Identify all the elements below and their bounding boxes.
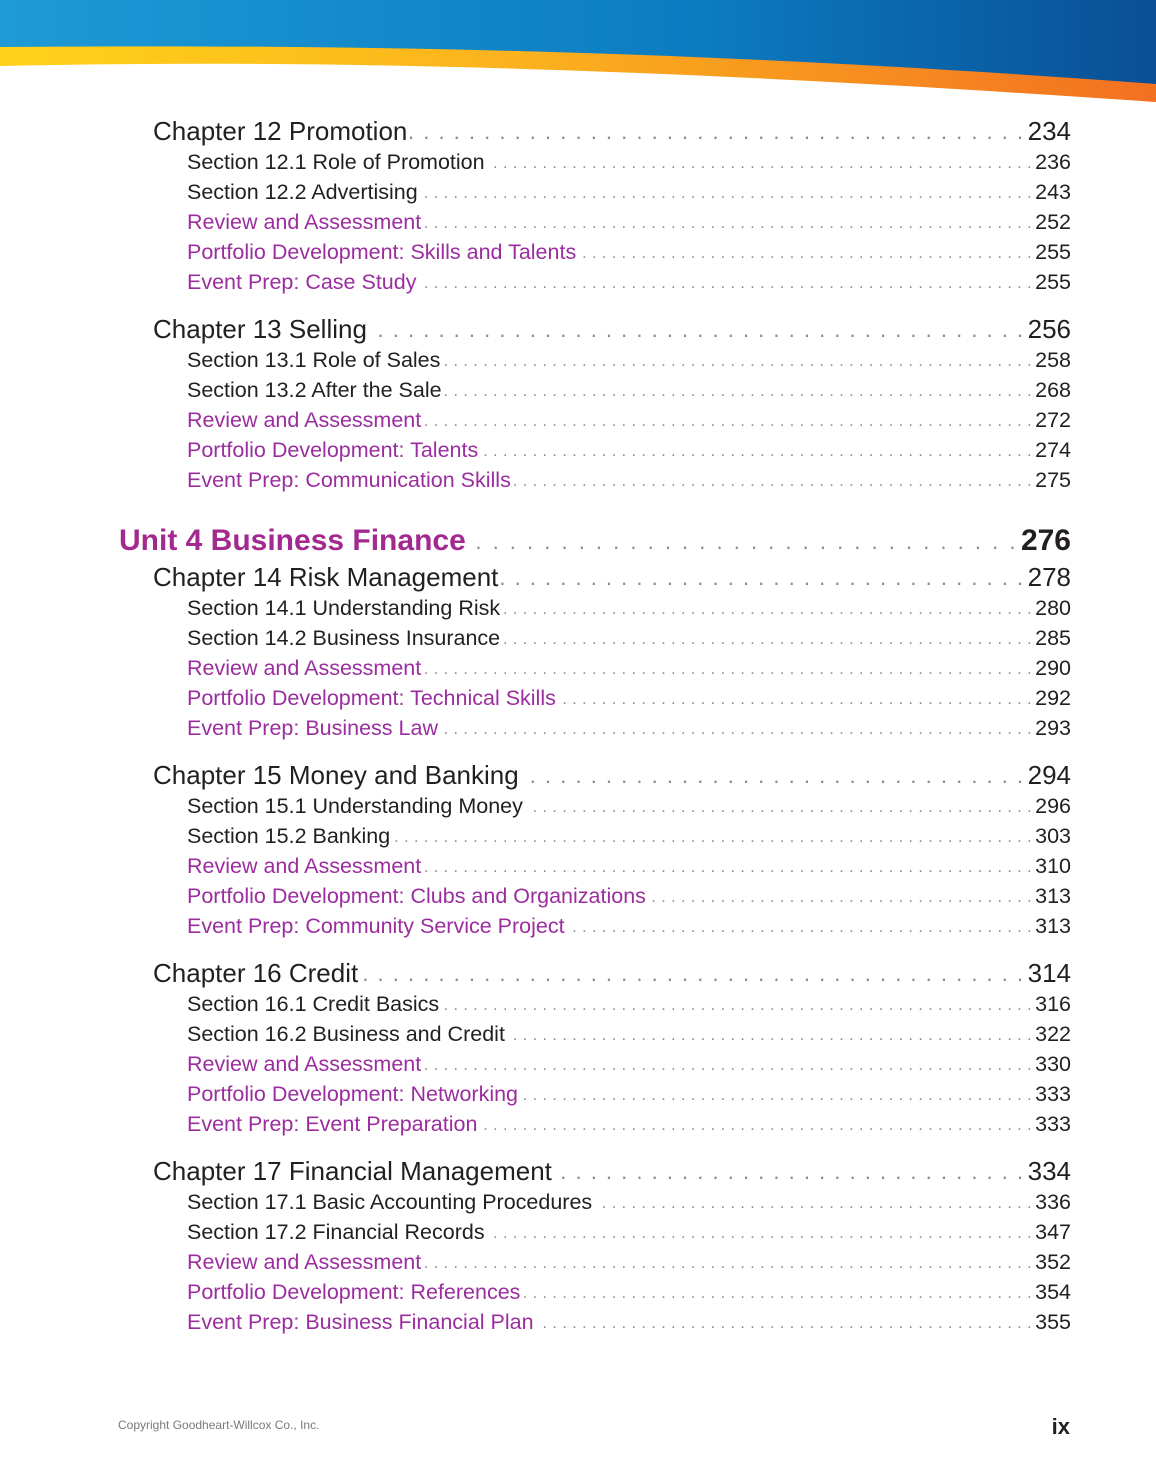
dot-leader — [361, 958, 1024, 989]
toc-page-number: 236 — [1035, 150, 1071, 174]
toc-section-row[interactable] — [187, 1220, 1071, 1245]
toc-entry-title: Portfolio Development: Talents — [187, 438, 479, 462]
toc-page-number: 330 — [1035, 1052, 1071, 1076]
toc-page-number: 285 — [1035, 626, 1071, 650]
toc-chapter-row[interactable] — [153, 958, 1071, 989]
toc-entry-title: Section 16.1 Credit Basics — [187, 992, 440, 1016]
toc-entry-title: Chapter 17 Financial Management — [153, 1156, 552, 1186]
toc-entry-title: Event Prep: Event Preparation — [187, 1112, 478, 1136]
toc-activity-row[interactable] — [187, 686, 1071, 711]
toc-page-number: 334 — [1027, 1156, 1071, 1186]
toc-page-number: 278 — [1027, 562, 1071, 592]
dot-leader — [481, 438, 1032, 463]
toc-activity-row[interactable] — [187, 914, 1071, 939]
toc-entry-title: Review and Assessment — [187, 1250, 422, 1274]
toc-entry-title: Section 16.2 Business and Credit — [187, 1022, 505, 1046]
toc-entry-title: Section 13.2 After the Sale — [187, 378, 442, 402]
toc-activity-row[interactable] — [187, 408, 1071, 433]
toc-section-row[interactable] — [187, 1022, 1071, 1047]
toc-page-number: 234 — [1027, 116, 1071, 146]
toc-entry-title: Unit 4 Business Finance — [119, 524, 466, 557]
dot-leader — [523, 1280, 1032, 1305]
dot-leader — [393, 824, 1032, 849]
dot-leader — [579, 240, 1032, 265]
toc-page-number: 313 — [1035, 884, 1071, 908]
header-banner — [0, 0, 1156, 110]
dot-leader — [442, 992, 1032, 1017]
toc-entry-title: Section 13.1 Role of Sales — [187, 348, 441, 372]
dot-leader — [419, 270, 1032, 295]
toc-entry-title: Section 14.1 Understanding Risk — [187, 596, 501, 620]
toc-entry-title: Portfolio Development: References — [187, 1280, 521, 1304]
toc-activity-row[interactable] — [187, 438, 1071, 463]
toc-page-number: 333 — [1035, 1082, 1071, 1106]
toc-entry-title: Chapter 14 Risk Management — [153, 562, 499, 592]
toc-page-number: 276 — [1020, 524, 1071, 557]
toc-entry-title: Section 12.1 Role of Promotion — [187, 150, 485, 174]
page-number: ix — [1051, 1414, 1070, 1439]
toc-page-number: 290 — [1035, 656, 1071, 680]
dot-leader — [488, 150, 1033, 175]
toc-entry-title: Portfolio Development: Clubs and Organizations — [187, 884, 646, 908]
dot-leader — [469, 524, 1018, 558]
dot-leader — [424, 854, 1032, 879]
toc-page-number: 336 — [1035, 1190, 1071, 1214]
toc-section-row[interactable] — [187, 378, 1071, 403]
toc-page-number: 275 — [1035, 468, 1071, 492]
toc-chapter-row[interactable] — [153, 1156, 1071, 1187]
toc-activity-row[interactable] — [187, 1250, 1071, 1275]
toc-entry-title: Review and Assessment — [187, 408, 422, 432]
toc-section-row[interactable] — [187, 824, 1071, 849]
toc-section-row[interactable] — [187, 992, 1071, 1017]
dot-leader — [649, 884, 1032, 909]
toc-page-number: 314 — [1027, 958, 1071, 988]
toc-page-number: 243 — [1035, 180, 1071, 204]
toc-entry-title: Portfolio Development: Networking — [187, 1082, 519, 1106]
toc-section-row[interactable] — [187, 596, 1071, 621]
dot-leader — [488, 1220, 1033, 1245]
toc-activity-row[interactable] — [187, 240, 1071, 265]
toc-page-number: 256 — [1027, 314, 1071, 344]
toc-entry-title: Review and Assessment — [187, 854, 422, 878]
toc-entry-title: Portfolio Development: Skills and Talents — [187, 240, 577, 264]
toc-page-number: 274 — [1035, 438, 1071, 462]
toc-page-number: 255 — [1035, 240, 1071, 264]
dot-leader — [370, 314, 1025, 345]
toc-section-row[interactable] — [187, 794, 1071, 819]
toc-entry-title: Portfolio Development: Technical Skills — [187, 686, 556, 710]
dot-leader — [555, 1156, 1025, 1187]
toc-entry-title: Chapter 16 Credit — [153, 958, 359, 988]
toc-activity-row[interactable] — [187, 1280, 1071, 1305]
toc-activity-row[interactable] — [187, 716, 1071, 741]
toc-entry-title: Chapter 12 Promotion — [153, 116, 408, 146]
toc-entry-title: Event Prep: Business Law — [187, 716, 438, 740]
toc-activity-row[interactable] — [187, 1112, 1071, 1137]
toc-page-number: 294 — [1027, 760, 1071, 790]
dot-leader — [424, 656, 1032, 681]
toc-page-number: 354 — [1035, 1280, 1071, 1304]
dot-leader — [508, 1022, 1032, 1047]
dot-leader — [441, 716, 1032, 741]
toc-activity-row[interactable] — [187, 1310, 1071, 1335]
toc-entry-title: Section 15.1 Understanding Money — [187, 794, 523, 818]
toc-entry-title: Event Prep: Case Study — [187, 270, 417, 294]
toc-chapter-row[interactable] — [153, 562, 1071, 593]
toc-entry-title: Event Prep: Business Financial Plan — [187, 1310, 534, 1334]
toc-page-number: 303 — [1035, 824, 1071, 848]
toc-page-number: 255 — [1035, 270, 1071, 294]
copyright-notice: Copyright Goodheart-Willcox Co., Inc. — [118, 1418, 320, 1432]
toc-page-number: 272 — [1035, 408, 1071, 432]
dot-leader — [559, 686, 1032, 711]
dot-leader — [568, 914, 1033, 939]
toc-section-row[interactable] — [187, 150, 1071, 175]
toc-activity-row[interactable] — [187, 884, 1071, 909]
toc-page-number: 293 — [1035, 716, 1071, 740]
toc-page-number: 316 — [1035, 992, 1071, 1016]
toc-entry-title: Review and Assessment — [187, 210, 422, 234]
toc-chapter-row[interactable] — [153, 314, 1071, 345]
toc-page-number: 322 — [1035, 1022, 1071, 1046]
toc-entry-title: Review and Assessment — [187, 1052, 422, 1076]
dot-leader — [443, 348, 1032, 373]
toc-page-number: 280 — [1035, 596, 1071, 620]
dot-leader — [595, 1190, 1032, 1215]
toc-entry-title: Review and Assessment — [187, 656, 422, 680]
dot-leader — [445, 378, 1033, 403]
toc-activity-row[interactable] — [187, 1082, 1071, 1107]
dot-leader — [424, 408, 1032, 433]
toc-entry-title: Section 15.2 Banking — [187, 824, 391, 848]
banner-blue-band — [0, 0, 1156, 84]
dot-leader — [514, 468, 1032, 493]
toc-page-number: 333 — [1035, 1112, 1071, 1136]
toc-activity-row[interactable] — [187, 854, 1071, 879]
toc-activity-row[interactable] — [187, 270, 1071, 295]
toc-entry-title: Event Prep: Communication Skills — [187, 468, 511, 492]
toc-page-number: 310 — [1035, 854, 1071, 878]
dot-leader — [526, 794, 1032, 819]
toc-section-row[interactable] — [187, 180, 1071, 205]
dot-leader — [501, 562, 1024, 593]
toc-chapter-row[interactable] — [153, 760, 1071, 791]
toc-page-number: 268 — [1035, 378, 1071, 402]
dot-leader — [522, 760, 1025, 791]
toc-section-row[interactable] — [187, 1190, 1071, 1215]
toc-page-number: 347 — [1035, 1220, 1071, 1244]
toc-section-row[interactable] — [187, 626, 1071, 651]
toc-activity-row[interactable] — [187, 210, 1071, 235]
dot-leader — [537, 1310, 1033, 1335]
toc-entry-title: Section 17.2 Financial Records — [187, 1220, 485, 1244]
toc-activity-row[interactable] — [187, 1052, 1071, 1077]
toc-page-number: 258 — [1035, 348, 1071, 372]
dot-leader — [503, 626, 1032, 651]
dot-leader — [480, 1112, 1032, 1137]
dot-leader — [424, 210, 1032, 235]
dot-leader — [521, 1082, 1032, 1107]
toc-page-number: 352 — [1035, 1250, 1071, 1274]
dot-leader — [410, 116, 1024, 147]
toc-unit-row[interactable] — [119, 524, 1071, 558]
toc-section-row[interactable] — [187, 348, 1071, 373]
toc-chapter-row[interactable] — [153, 116, 1071, 147]
toc-entry-title: Event Prep: Community Service Project — [187, 914, 565, 938]
dot-leader — [421, 180, 1032, 205]
toc-activity-row[interactable] — [187, 468, 1071, 493]
toc-page-number: 355 — [1035, 1310, 1071, 1334]
toc-entry-title: Chapter 13 Selling — [153, 314, 367, 344]
toc-entry-title: Section 14.2 Business Insurance — [187, 626, 501, 650]
toc-entry-title: Section 17.1 Basic Accounting Procedures — [187, 1190, 593, 1214]
toc-page-number: 252 — [1035, 210, 1071, 234]
toc-activity-row[interactable] — [187, 656, 1071, 681]
dot-leader — [503, 596, 1032, 621]
toc-page-number: 313 — [1035, 914, 1071, 938]
toc-entry-title: Chapter 15 Money and Banking — [153, 760, 519, 790]
toc-entry-title: Section 12.2 Advertising — [187, 180, 418, 204]
dot-leader — [424, 1052, 1032, 1077]
toc-page-number: 292 — [1035, 686, 1071, 710]
dot-leader — [424, 1250, 1032, 1275]
toc-page-number: 296 — [1035, 794, 1071, 818]
